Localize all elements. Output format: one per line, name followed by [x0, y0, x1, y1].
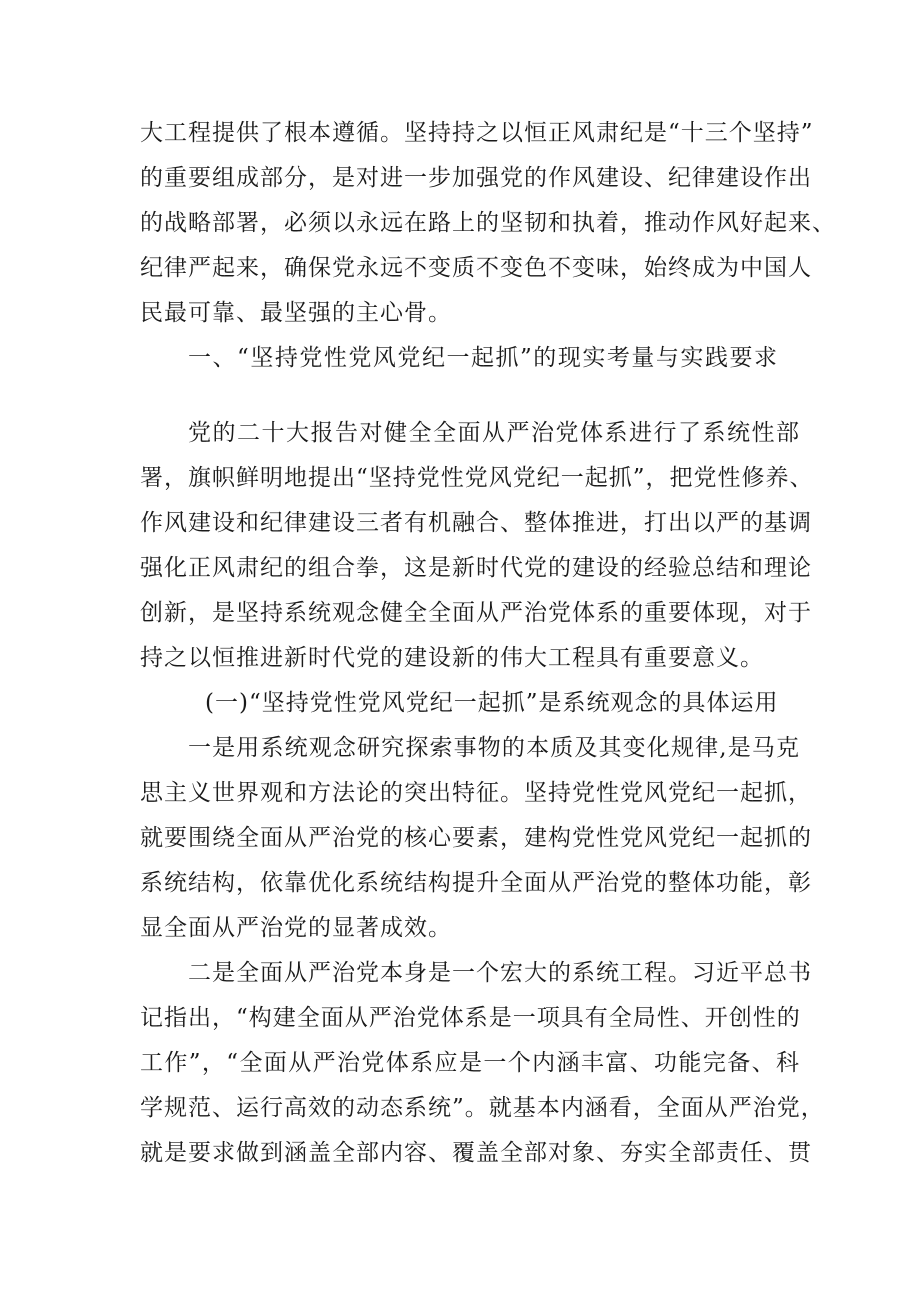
paragraph-line: 二是全面从严治党本身是一个宏大的系统工程。习近平总书: [188, 960, 812, 986]
paragraph-line: 强化正风肃纪的组合拳，这是新时代党的建设的经验总结和理论: [140, 555, 812, 581]
paragraph-line: 大工程提供了根本遵循。坚持持之以恒正风肃纪是“十三个坚持”: [140, 120, 814, 146]
paragraph-line: 系统结构，依靠优化系统结构提升全面从严治党的整体功能，彰: [140, 870, 812, 896]
paragraph-line: 署，旗帜鲜明地提出“坚持党性党风党纪一起抓”，把党性修养、: [140, 465, 814, 491]
paragraph-line: 思主义世界观和方法论的突出特征。坚持党性党风党纪一起抓，: [140, 780, 812, 806]
paragraph-line: 记指出，“构建全面从严治党体系是一项具有全局性、开创性的: [140, 1005, 801, 1031]
subsection-heading: (一)“坚持党性党风党纪一起抓”是系统观念的具体运用: [205, 690, 779, 716]
paragraph-line: 学规范、运行高效的动态系统”。就基本内涵看，全面从严治党，: [140, 1095, 825, 1121]
paragraph-line: 就要围绕全面从严治党的核心要素，建构党性党风党纪一起抓的: [140, 825, 812, 851]
paragraph-line: 作风建设和纪律建设三者有机融合、整体推进，打出以严的基调: [140, 510, 812, 536]
paragraph-line: 一是用系统观念研究探索事物的本质及其变化规律,是马克: [188, 735, 800, 761]
paragraph-line: 党的二十大报告对健全全面从严治党体系进行了系统性部: [188, 420, 800, 446]
paragraph-line: 工作”，“全面从严治党体系应是一个内涵丰富、功能完备、科: [140, 1050, 800, 1076]
paragraph-line: 就是要求做到涵盖全部内容、覆盖全部对象、夯实全部责任、贯: [140, 1140, 812, 1166]
paragraph-line: 持之以恒推进新时代党的建设新的伟大工程具有重要意义。: [140, 645, 764, 671]
paragraph-line: 显全面从严治党的显著成效。: [140, 915, 452, 941]
paragraph-line: 纪律严起来，确保党永远不变质不变色不变味，始终成为中国人: [140, 255, 812, 281]
paragraph-line: 创新，是坚持系统观念健全全面从严治党体系的重要体现，对于: [140, 600, 812, 626]
section-heading: 一、“坚持党性党风党纪一起抓”的现实考量与实践要求: [188, 345, 778, 371]
paragraph-line: 民最可靠、最坚强的主心骨。: [140, 300, 452, 326]
paragraph-line: 的战略部署，必须以永远在路上的坚韧和执着，推动作风好起来、: [140, 210, 836, 236]
paragraph-line: 的重要组成部分，是对进一步加强党的作风建设、纪律建设作出: [140, 165, 812, 191]
